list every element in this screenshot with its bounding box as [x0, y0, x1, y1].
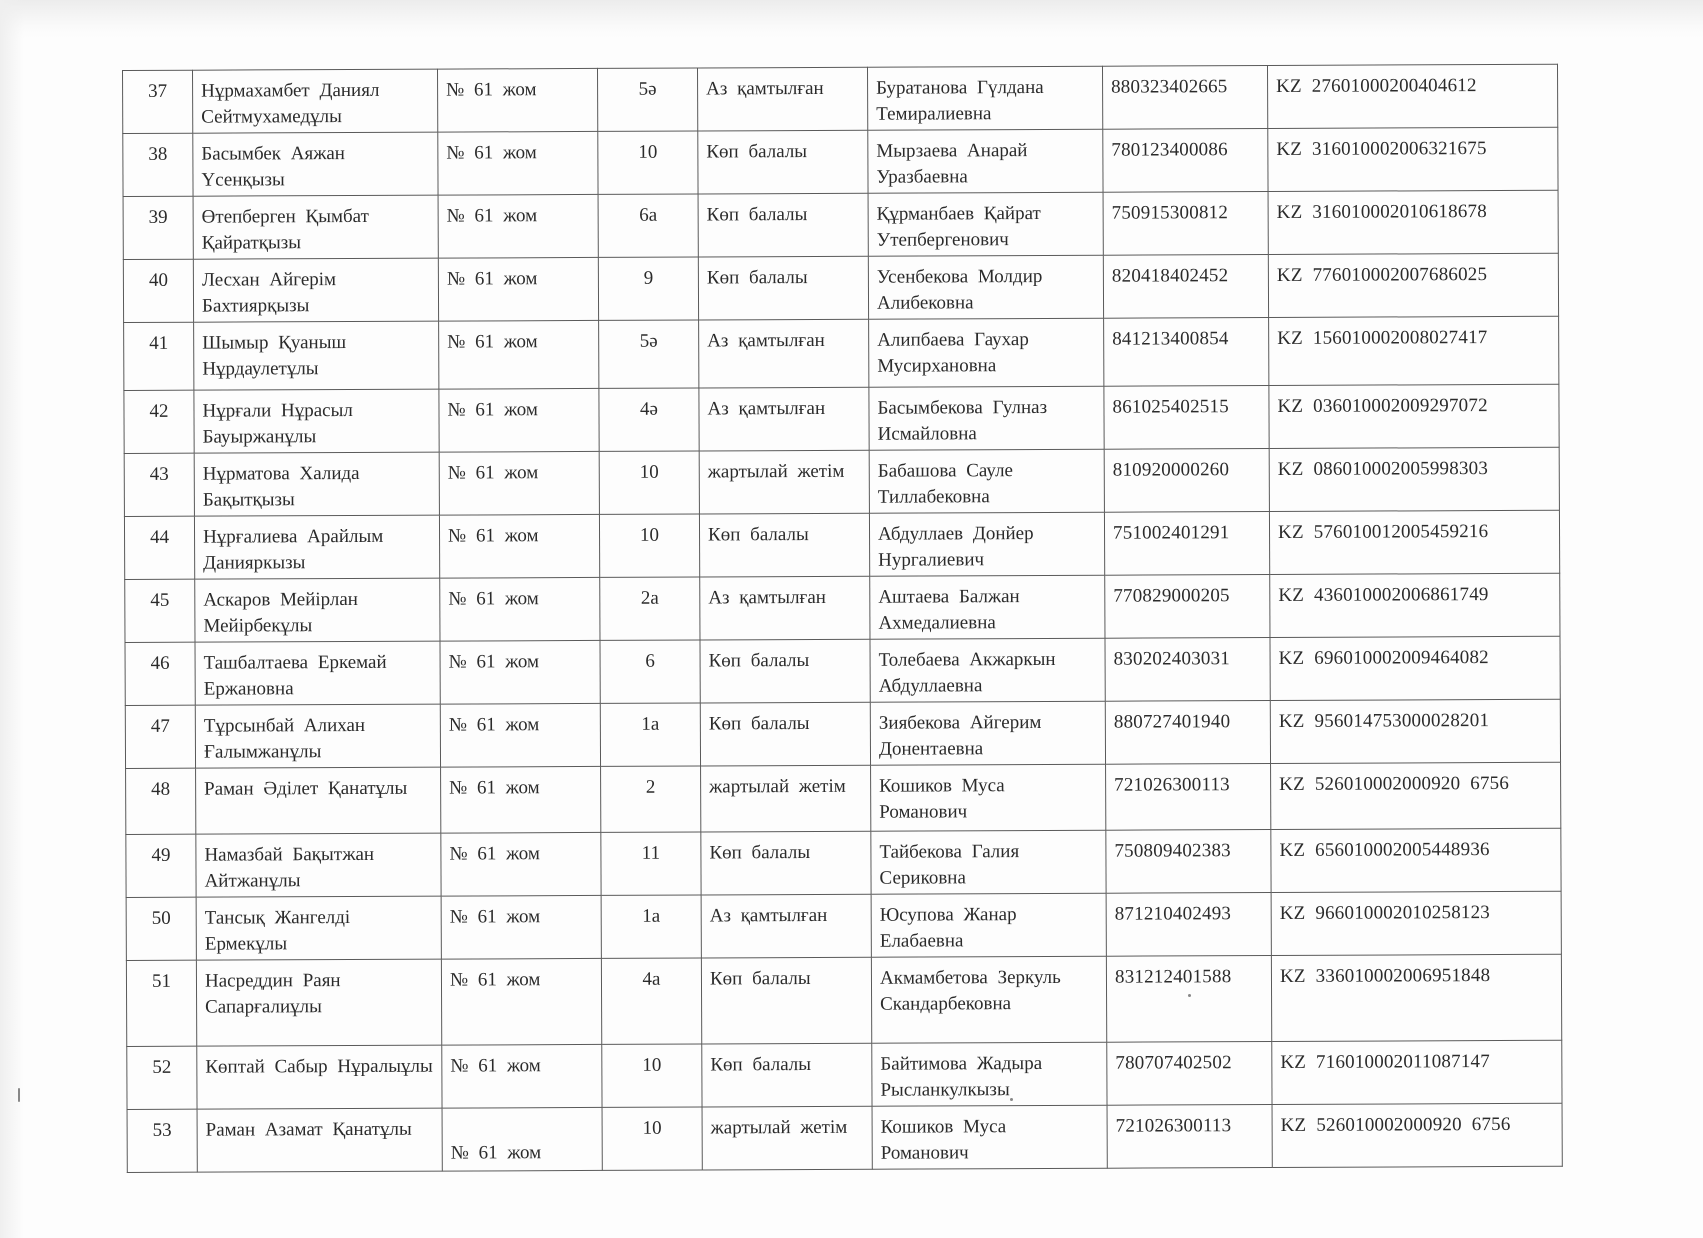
- student-name: Тұрсынбай Алихан Ғалымжанұлы: [195, 704, 440, 768]
- account-cell: KZ 576010012005459216: [1269, 510, 1559, 574]
- account-cell: KZ 336010002006951848: [1271, 954, 1561, 1041]
- row-number: 40: [123, 259, 193, 322]
- category-cell: Көп балалы: [701, 957, 871, 1044]
- school-cell: № 61 жом: [441, 895, 601, 959]
- table-row: [126, 762, 1561, 834]
- account-cell: KZ 656010002005448936: [1271, 828, 1561, 892]
- table-row: [126, 828, 1561, 897]
- school-cell: № 61 жом: [438, 257, 598, 321]
- student-name: Тансық Жангелді Ермекұлы: [196, 896, 441, 960]
- class-cell: 2: [601, 766, 701, 832]
- row-number: 48: [126, 768, 196, 834]
- table-row: [126, 891, 1561, 960]
- student-name: Нұрғалиева Арайлым Данияркызы: [194, 515, 439, 579]
- category-cell: Көп балалы: [698, 130, 868, 194]
- category-cell: жартылай жетім: [699, 450, 869, 514]
- iin-cell: 841213400854: [1104, 317, 1269, 386]
- school-cell: № 61 жом: [441, 766, 601, 833]
- category-cell: Аз қамтылған: [700, 576, 870, 640]
- iin-cell: 721026300113: [1107, 1104, 1272, 1168]
- row-number: 46: [125, 642, 195, 705]
- scan-edge-top: [0, 0, 1703, 38]
- row-number: 45: [125, 579, 195, 642]
- iin-cell: 830202403031: [1105, 637, 1270, 701]
- table-row: [124, 510, 1559, 579]
- class-cell: 5ә: [597, 68, 697, 131]
- parent-name: Тайбекова Галия Сериковна: [871, 830, 1106, 894]
- parent-name: Құрманбаев Қайрат Утепбергенович: [868, 192, 1103, 256]
- iin-cell: 750809402383: [1106, 829, 1271, 893]
- table-row: [123, 64, 1558, 133]
- account-cell: KZ 526010002000920 6756: [1271, 762, 1561, 829]
- account-cell: KZ 316010002010618678: [1268, 190, 1558, 254]
- row-number: 39: [123, 196, 193, 259]
- iin-cell: 831212401588: [1106, 955, 1271, 1042]
- account-cell: KZ 436010002006861749: [1270, 573, 1560, 637]
- category-cell: Аз қамтылған: [697, 67, 867, 131]
- student-name: Көптай Сабыр Нұралыұлы: [197, 1045, 442, 1109]
- row-number: 44: [124, 516, 194, 579]
- row-number: 42: [124, 390, 194, 453]
- student-registry-table: [122, 64, 1563, 1173]
- student-name: Басымбек Аяжан Үсенқызы: [193, 132, 438, 196]
- school-cell: № 61 жом: [441, 832, 601, 896]
- iin-cell: 880323402665: [1102, 66, 1267, 130]
- table-row: [123, 127, 1558, 196]
- parent-name: Аштаева Балжан Ахмедалиевна: [870, 575, 1105, 639]
- category-cell: Көп балалы: [700, 639, 870, 703]
- student-name: Аскаров Мейірлан Мейірбекұлы: [195, 578, 440, 642]
- row-number: 50: [126, 897, 196, 960]
- account-cell: KZ 036010002009297072: [1269, 384, 1559, 448]
- account-cell: KZ 086010002005998303: [1269, 447, 1559, 511]
- iin-cell: 880727401940: [1105, 700, 1270, 764]
- table-row: [125, 636, 1560, 705]
- account-cell: KZ 696010002009464082: [1270, 636, 1560, 700]
- parent-name: Усенбекова Молдир Алибековна: [868, 255, 1103, 319]
- class-cell: 10: [599, 451, 699, 514]
- table-row: [123, 190, 1558, 259]
- table-row: [126, 954, 1561, 1046]
- row-number: 53: [127, 1109, 197, 1172]
- row-number: 52: [127, 1046, 197, 1109]
- category-cell: жартылай жетім: [702, 1106, 872, 1170]
- student-name: Раман Азамат Қанатұлы: [197, 1108, 442, 1172]
- account-cell: KZ 156010002008027417: [1269, 316, 1559, 385]
- iin-cell: 780123400086: [1103, 129, 1268, 193]
- student-name: Насреддин Раян Сапарғалиұлы: [196, 959, 441, 1046]
- class-cell: 1а: [600, 703, 700, 766]
- table-row: [124, 384, 1559, 453]
- school-cell: № 61 жом: [439, 388, 599, 452]
- iin-cell: 750915300812: [1103, 192, 1268, 256]
- category-cell: Көп балалы: [702, 1043, 872, 1107]
- table-row: [123, 253, 1558, 322]
- category-cell: жартылай жетім: [701, 765, 871, 832]
- parent-name: Байтимова Жадыра Рысланкулкызы: [872, 1042, 1107, 1106]
- row-number: 38: [123, 133, 193, 196]
- student-name: Нұрматова Халида Бақытқызы: [194, 452, 439, 516]
- table-row: [124, 316, 1559, 390]
- parent-name: Абдуллаев Донйер Нургалиевич: [869, 512, 1104, 576]
- category-cell: Аз қамтылған: [699, 319, 869, 388]
- student-name: Нұрғали Нұрасыл Бауыржанұлы: [194, 389, 439, 453]
- school-cell: № 61 жом: [438, 194, 598, 258]
- school-cell: № 61 жом: [440, 703, 600, 767]
- table-row: [127, 1040, 1562, 1109]
- parent-name: Толебаева Акжаркын Абдуллаевна: [870, 638, 1105, 702]
- student-name: Намазбай Бақытжан Айтжанұлы: [196, 833, 441, 897]
- account-cell: KZ 716010002011087147: [1272, 1040, 1562, 1104]
- row-number: 41: [124, 322, 194, 390]
- row-number: 49: [126, 834, 196, 897]
- parent-name: Кошиков Муса Романович: [871, 764, 1106, 831]
- scan-edge-left: [0, 0, 24, 1238]
- school-cell: № 61 жом: [442, 1107, 602, 1171]
- iin-cell: 780707402502: [1107, 1041, 1272, 1105]
- category-cell: Көп балалы: [699, 513, 869, 577]
- category-cell: Көп балалы: [698, 193, 868, 257]
- category-cell: Көп балалы: [701, 831, 871, 895]
- school-cell: № 61 жом: [441, 958, 601, 1045]
- category-cell: Аз қамтылған: [701, 894, 871, 958]
- iin-cell: 721026300113: [1106, 763, 1271, 830]
- row-number: 47: [125, 705, 195, 768]
- parent-name: Зиябекова Айгерим Донентаевна: [870, 701, 1105, 765]
- parent-name: Алипбаева Гаухар Мусирхановна: [869, 318, 1104, 387]
- school-cell: № 61 жом: [442, 1044, 602, 1108]
- class-cell: 1а: [601, 895, 701, 958]
- school-cell: № 61 жом: [440, 640, 600, 704]
- class-cell: 10: [602, 1044, 702, 1107]
- class-cell: 2а: [600, 577, 700, 640]
- parent-name: Бабашова Сауле Тиллабековна: [869, 449, 1104, 513]
- iin-cell: 861025402515: [1104, 385, 1269, 449]
- class-cell: 10: [602, 1107, 702, 1170]
- account-cell: KZ 27601000200404612: [1267, 64, 1557, 128]
- class-cell: 10: [599, 514, 699, 577]
- class-cell: 5ә: [599, 320, 699, 388]
- class-cell: 10: [598, 131, 698, 194]
- student-name: Ташбалтаева Еркемай Ержановна: [195, 641, 440, 705]
- account-cell: KZ 966010002010258123: [1271, 891, 1561, 955]
- school-cell: № 61 жом: [439, 514, 599, 578]
- iin-cell: 871210402493: [1106, 892, 1271, 956]
- parent-name: Буратанова Гүлдана Темиралиевна: [867, 66, 1102, 130]
- row-number: 37: [123, 70, 193, 133]
- registry-body: [123, 64, 1563, 1172]
- category-cell: Көп балалы: [698, 256, 868, 320]
- iin-cell: 751002401291: [1104, 511, 1269, 575]
- iin-cell: 820418402452: [1103, 255, 1268, 319]
- iin-cell: 770829000205: [1105, 574, 1270, 638]
- account-cell: KZ 776010002007686025: [1268, 253, 1558, 317]
- parent-name: Басымбекова Гулназ Исмайловна: [869, 386, 1104, 450]
- parent-name: Кошиков Муса Романович: [872, 1105, 1107, 1169]
- category-cell: Көп балалы: [700, 702, 870, 766]
- table-row: [125, 699, 1560, 768]
- student-name: Раман Әділет Қанатұлы: [196, 767, 441, 834]
- parent-name: Юсупова Жанар Елабаевна: [871, 893, 1106, 957]
- row-number: 43: [124, 453, 194, 516]
- class-cell: 6а: [598, 194, 698, 257]
- class-cell: 4а: [601, 958, 701, 1044]
- class-cell: 6: [600, 640, 700, 703]
- table-row: [125, 573, 1560, 642]
- school-cell: № 61 жом: [439, 451, 599, 515]
- school-cell: № 61 жом: [437, 68, 597, 132]
- table-row: [124, 447, 1559, 516]
- parent-name: Акмамбетова Зеркуль Скандарбековна: [871, 956, 1106, 1043]
- scan-speck: [18, 1088, 20, 1102]
- parent-name: Мырзаева Анарай Уразбаевна: [868, 129, 1103, 193]
- table-row: [127, 1103, 1562, 1172]
- class-cell: 11: [601, 832, 701, 895]
- account-cell: KZ 956014753000028201: [1270, 699, 1560, 763]
- student-name: Нұрмахамбет Даниял Сейтмухамедұлы: [193, 69, 438, 133]
- school-cell: № 61 жом: [439, 320, 599, 389]
- student-name: Өтепберген Қымбат Қайратқызы: [193, 195, 438, 259]
- class-cell: 4ә: [599, 388, 699, 451]
- student-name: Лесхан Айгерім Бахтиярқызы: [193, 258, 438, 322]
- class-cell: 9: [598, 257, 698, 320]
- school-cell: № 61 жом: [440, 577, 600, 641]
- account-cell: KZ 526010002000920 6756: [1272, 1103, 1562, 1167]
- school-cell: № 61 жом: [438, 131, 598, 195]
- category-cell: Аз қамтылған: [699, 387, 869, 451]
- account-cell: KZ 316010002006321675: [1268, 127, 1558, 191]
- iin-cell: 810920000260: [1104, 448, 1269, 512]
- row-number: 51: [126, 960, 196, 1046]
- student-name: Шымыр Қуаныш Нұрдаулетұлы: [194, 321, 439, 390]
